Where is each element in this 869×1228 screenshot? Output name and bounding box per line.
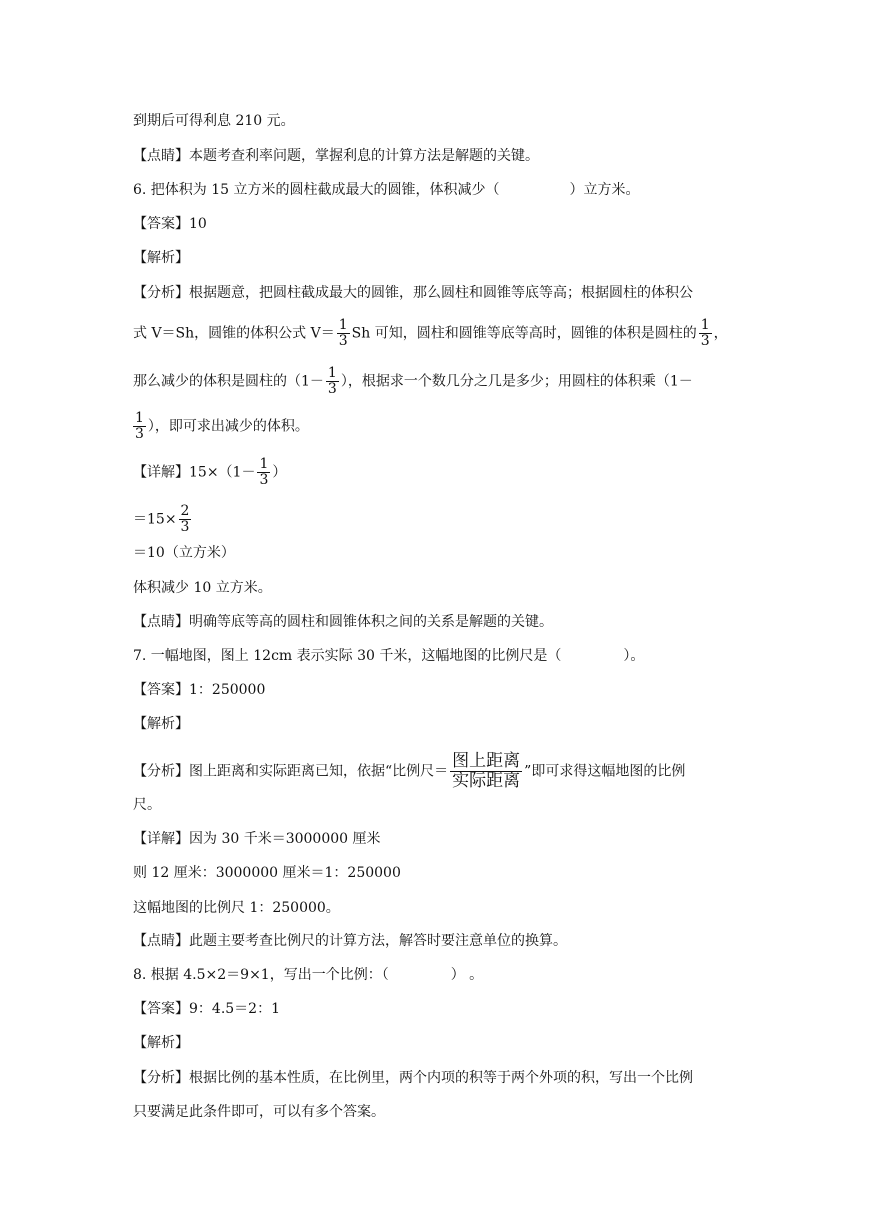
- detail-line: ＝15× $\frac{2}{3}$: [133, 503, 190, 535]
- analysis-line: 【分析】根据题意，把圆柱截成最大的圆锥，那么圆柱和圆锥等底等高；根据圆柱的体积公: [133, 285, 693, 301]
- comment-line: 【点睛】明确等底等高的圆柱和圆锥体积之间的关系是解题的关键。: [133, 614, 553, 630]
- analysis-line: 那么减少的体积是圆柱的（1－ $\frac{1}{3}$ ），根据求一个数几分之几是多少；用圆柱的体积乘（1－: [133, 365, 693, 397]
- fraction: $\frac{1}{3}$: [259, 456, 269, 488]
- question-8: 8. 根据 4.5×2＝9×1，写出一个比例：（ ） 。: [133, 967, 484, 983]
- fraction: $\frac{2}{3}$: [180, 503, 190, 535]
- fraction: $\frac{1}{3}$: [338, 317, 348, 349]
- question-7: 7. 一幅地图，图上 12cm 表示实际 30 千米，这幅地图的比例尺是（ ）。: [133, 648, 645, 664]
- text-line: 到期后可得利息 210 元。: [133, 113, 295, 129]
- detail-line: ＝10（立方米）: [133, 545, 235, 561]
- question-6: 6. 把体积为 15 立方米的圆柱截成最大的圆锥，体积减少（ ）立方米。: [133, 182, 640, 198]
- analysis-line: 式 V＝Sh，圆锥的体积公式 V＝ $\frac{1}{3}$ Sh 可知，圆柱和圆锥等底等高时，圆锥的体积是圆柱的 $\frac{1}{3}$ ，: [133, 317, 728, 349]
- analysis-heading: 【解析】: [133, 250, 189, 266]
- answer-line: 【答案】10: [133, 216, 207, 232]
- comment-line: 【点睛】本题考查利率问题，掌握利息的计算方法是解题的关键。: [133, 148, 539, 164]
- comment-line: 【点睛】此题主要考查比例尺的计算方法，解答时要注意单位的换算。: [133, 933, 567, 949]
- answer-line: 【答案】1：250000: [133, 682, 266, 698]
- detail-line: 则 12 厘米：3000000 厘米＝1：250000: [133, 865, 401, 881]
- fraction: $\frac{1}{3}$: [135, 410, 144, 442]
- analysis-heading: 【解析】: [133, 716, 189, 732]
- analysis-line: 【分析】根据比例的基本性质，在比例里，两个内项的积等于两个外项的积，写出一个比例: [133, 1070, 693, 1086]
- answer-line: 【答案】9：4.5＝2：1: [133, 1001, 280, 1017]
- fraction: $\frac{1}{3}$: [700, 317, 710, 349]
- analysis-line: 只要满足此条件即可，可以有多个答案。: [133, 1104, 385, 1120]
- analysis-line: $\frac{1}{3}$ ），即可求出减少的体积。: [135, 410, 309, 442]
- detail-line: 体积减少 10 立方米。: [133, 580, 272, 596]
- detail-line: 【详解】因为 30 千米＝3000000 厘米: [133, 831, 381, 847]
- detail-line: 【详解】15×（1－ $\frac{1}{3}$ ）: [133, 456, 287, 488]
- analysis-line: 尺。: [133, 797, 161, 813]
- analysis-line: 【分析】图上距离和实际距离已知，依据“比例尺＝ $\frac{\text{图上距离}}{\text{实际距离}}$ ”即可求得这幅地图的比例: [133, 751, 686, 791]
- analysis-heading: 【解析】: [133, 1035, 189, 1051]
- detail-line: 这幅地图的比例尺 1：250000。: [133, 900, 340, 916]
- scale-formula-fraction: $\frac{\text{图上距离}}{\text{实际距离}}$: [452, 751, 521, 791]
- fraction: $\frac{1}{3}$: [327, 365, 337, 397]
